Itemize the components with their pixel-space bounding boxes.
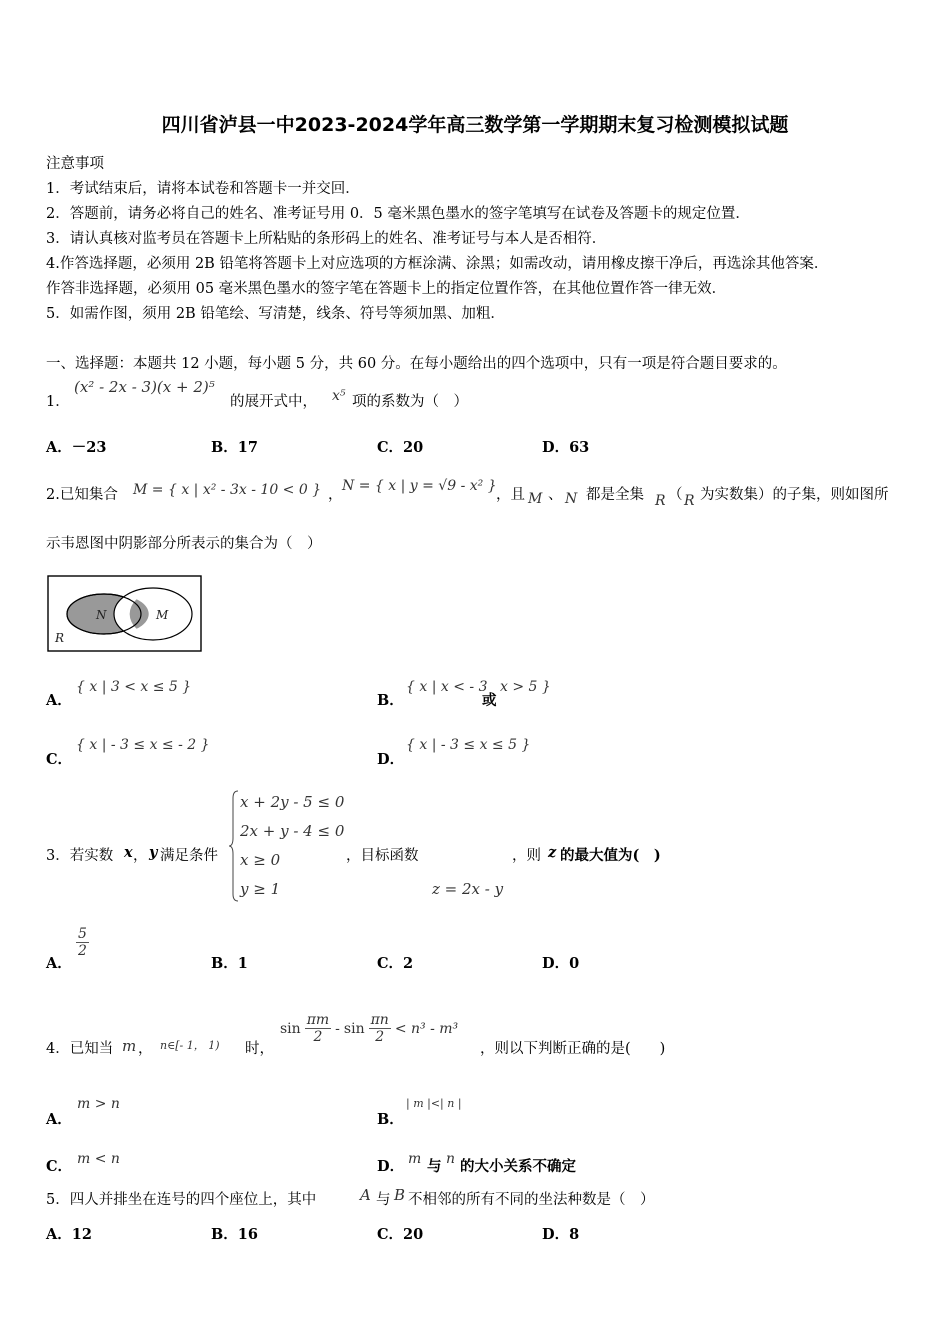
q2-text: ， (328, 487, 343, 503)
q2-option-c-label[interactable]: C． (46, 751, 73, 768)
q4-range: n∈[- 1， 1) (160, 1039, 220, 1052)
q4-text: ， (138, 1041, 153, 1057)
notice-heading: 注意事项 (46, 156, 104, 172)
sin-label: sin (280, 1020, 301, 1037)
q2-option-b-or: 或 (482, 692, 497, 709)
q3-option-c[interactable]: C．2 (377, 955, 414, 972)
q3-text: ，则 (512, 848, 541, 864)
notice-item: 2．答题前，请务必将自己的姓名、准考证号用 0．5 毫米黑色墨水的签字笔填写在试卷及答题卡的规定位置． (46, 206, 750, 222)
q3-option-a-label[interactable]: A． (46, 955, 72, 972)
q3-option-b[interactable]: B．1 (211, 955, 248, 972)
q3-text: ，目标函数 (346, 848, 419, 864)
venn-diagram (46, 574, 204, 654)
venn-label-r: R (55, 631, 65, 645)
q4-inequality (280, 1012, 458, 1045)
notice-item: 5．如需作图，须用 2B 铅笔绘、写清楚，线条、符号等须加黑、加粗． (46, 306, 505, 322)
q5-text: 不相邻的所有不同的坐法种数是（ ） (408, 1192, 655, 1208)
fraction-denominator: 2 (313, 1029, 323, 1045)
notice-item: 作答非选择题，必须用 05 毫米黑色墨水的签字笔在答题卡上的指定位置作答，在其他位置作答一律无效． (46, 281, 727, 297)
q3-text: 3．若实数 (46, 848, 114, 864)
q2-option-a-label[interactable]: A． (46, 692, 72, 709)
q2-set-m: M = { x | x² - 3x - 10 < 0 } (133, 482, 322, 498)
q2-text: 示韦恩图中阴影部分所表示的集合为（ ） (46, 536, 322, 552)
fraction-numerator: 5 (78, 926, 87, 942)
q2-universal-r: R (684, 493, 695, 509)
q4-option-c[interactable]: m < n (77, 1151, 120, 1167)
q2-option-d[interactable]: { x | - 3 ≤ x ≤ 5 } (406, 737, 531, 753)
q1-text: 项的系数为（ ） (352, 394, 468, 410)
fraction-denominator: 2 (78, 943, 87, 959)
q5-option-d[interactable]: D．8 (542, 1226, 580, 1243)
q1-option-c[interactable]: C．20 (377, 439, 424, 456)
notice-item: 3．请认真核对监考员在答题卡上所粘贴的条形码上的姓名、准考证号与本人是否相符． (46, 231, 607, 247)
q2-set-n: N = { x | y = √9 - x² } (342, 478, 497, 494)
q3-condition: y ≥ 1 (240, 880, 281, 898)
q2-text: 2.已知集合 (46, 487, 118, 503)
q4-var-m: m (122, 1037, 137, 1055)
venn-label-n: N (96, 608, 107, 622)
q1-option-a[interactable]: A．－23 (46, 439, 107, 456)
venn-set-m (114, 588, 192, 640)
q5-var-a: A (360, 1186, 371, 1204)
q3-text: 满足条件 (160, 848, 218, 864)
q1-number: 1． (46, 394, 70, 410)
q4-text: 4．已知当 (46, 1041, 114, 1057)
q5-text: 5．四人并排坐在连号的四个座位上，其中 (46, 1192, 317, 1208)
q2-text: 、 (548, 487, 563, 503)
q5-text: 与 (376, 1192, 391, 1208)
q4-text: 时， (245, 1041, 274, 1057)
minus-sign: - (335, 1020, 340, 1037)
q2-option-a[interactable]: { x | 3 < x ≤ 5 } (76, 679, 192, 695)
q3-condition: 2x + y - 4 ≤ 0 (240, 822, 345, 840)
q5-option-c[interactable]: C．20 (377, 1226, 424, 1243)
q3-option-a[interactable] (76, 926, 89, 959)
q4-option-d-m[interactable]: m (408, 1151, 422, 1167)
q4-option-d-n[interactable]: n (446, 1151, 456, 1167)
q3-text: ， (133, 848, 148, 864)
q2-text: ，且 (496, 487, 525, 503)
section-heading: 一、选择题：本题共 12 小题，每小题 5 分，共 60 分。在每小题给出的四个选项中，只有一项是符合题目要求的。 (46, 356, 787, 372)
q4-option-c-label[interactable]: C． (46, 1158, 73, 1175)
notice-item: 4.作答选择题，必须用 2B 铅笔将答题卡上对应选项的方框涂满、涂黑；如需改动，请用橡皮擦干净后，再选涂其他答案． (46, 256, 829, 272)
q2-option-b-label[interactable]: B． (377, 692, 404, 709)
q4-option-b[interactable]: | m |<| n | (406, 1097, 462, 1110)
q2-option-b-rest[interactable]: x > 5 } (500, 679, 551, 695)
q2-text: 都是全集 (586, 487, 644, 503)
q2-text: （ (668, 487, 683, 503)
page-title: 四川省泸县一中2023-2024学年高三数学第一学期期末复习检测模拟试题 (161, 114, 789, 136)
q2-text: 为实数集）的子集，则如图所 (700, 487, 889, 503)
q4-option-a-label[interactable]: A． (46, 1111, 72, 1128)
sin-label: sin (343, 1020, 365, 1037)
q4-option-a[interactable]: m > n (77, 1096, 120, 1112)
q4-option-d-text[interactable]: 的大小关系不确定 (460, 1158, 576, 1175)
venn-label-m: M (156, 608, 169, 622)
q1-option-d[interactable]: D．63 (542, 439, 590, 456)
q2-option-b[interactable]: { x | x < - 3 (406, 679, 488, 695)
q1-text: 的展开式中， (230, 394, 317, 410)
q2-option-c[interactable]: { x | - 3 ≤ x ≤ - 2 } (76, 737, 210, 753)
fraction-numerator: πn (370, 1012, 389, 1028)
q2-option-d-label[interactable]: D． (377, 751, 405, 768)
q2-set-n-symbol: N (565, 491, 578, 507)
q3-system-brace (229, 790, 239, 902)
q1-option-b[interactable]: B．17 (211, 439, 258, 456)
fraction-denominator: 2 (375, 1029, 385, 1045)
q4-option-d-label[interactable]: D． (377, 1158, 405, 1175)
q2-set-m-symbol: M (528, 491, 543, 507)
q3-condition: x + 2y - 5 ≤ 0 (240, 793, 345, 811)
q3-option-d[interactable]: D．0 (542, 955, 580, 972)
q4-text: ，则以下判断正确的是( ) (480, 1041, 666, 1057)
q3-var-y: y (149, 844, 158, 861)
q3-text: 的最大值为( ) (560, 847, 661, 864)
q5-option-b[interactable]: B．16 (211, 1226, 258, 1243)
q4-option-b-label[interactable]: B． (377, 1111, 404, 1128)
q3-condition: x ≥ 0 (240, 851, 281, 869)
q5-var-b: B (394, 1186, 406, 1204)
q4-option-d-text[interactable]: 与 (427, 1158, 442, 1175)
q4-rhs: < n³ - m³ (394, 1020, 459, 1037)
fraction-numerator: πm (306, 1012, 330, 1028)
notice-item: 1．考试结束后，请将本试卷和答题卡一并交回． (46, 181, 360, 197)
q1-expression: (x² - 2x - 3)(x + 2)⁵ (74, 378, 215, 396)
q3-objective: z = 2x - y (432, 880, 504, 898)
q5-option-a[interactable]: A．12 (46, 1226, 92, 1243)
q3-var-z: z (548, 844, 557, 861)
q1-term: x⁵ (332, 388, 346, 404)
q3-var-x: x (124, 844, 133, 861)
q2-universal-r: R (655, 493, 666, 509)
